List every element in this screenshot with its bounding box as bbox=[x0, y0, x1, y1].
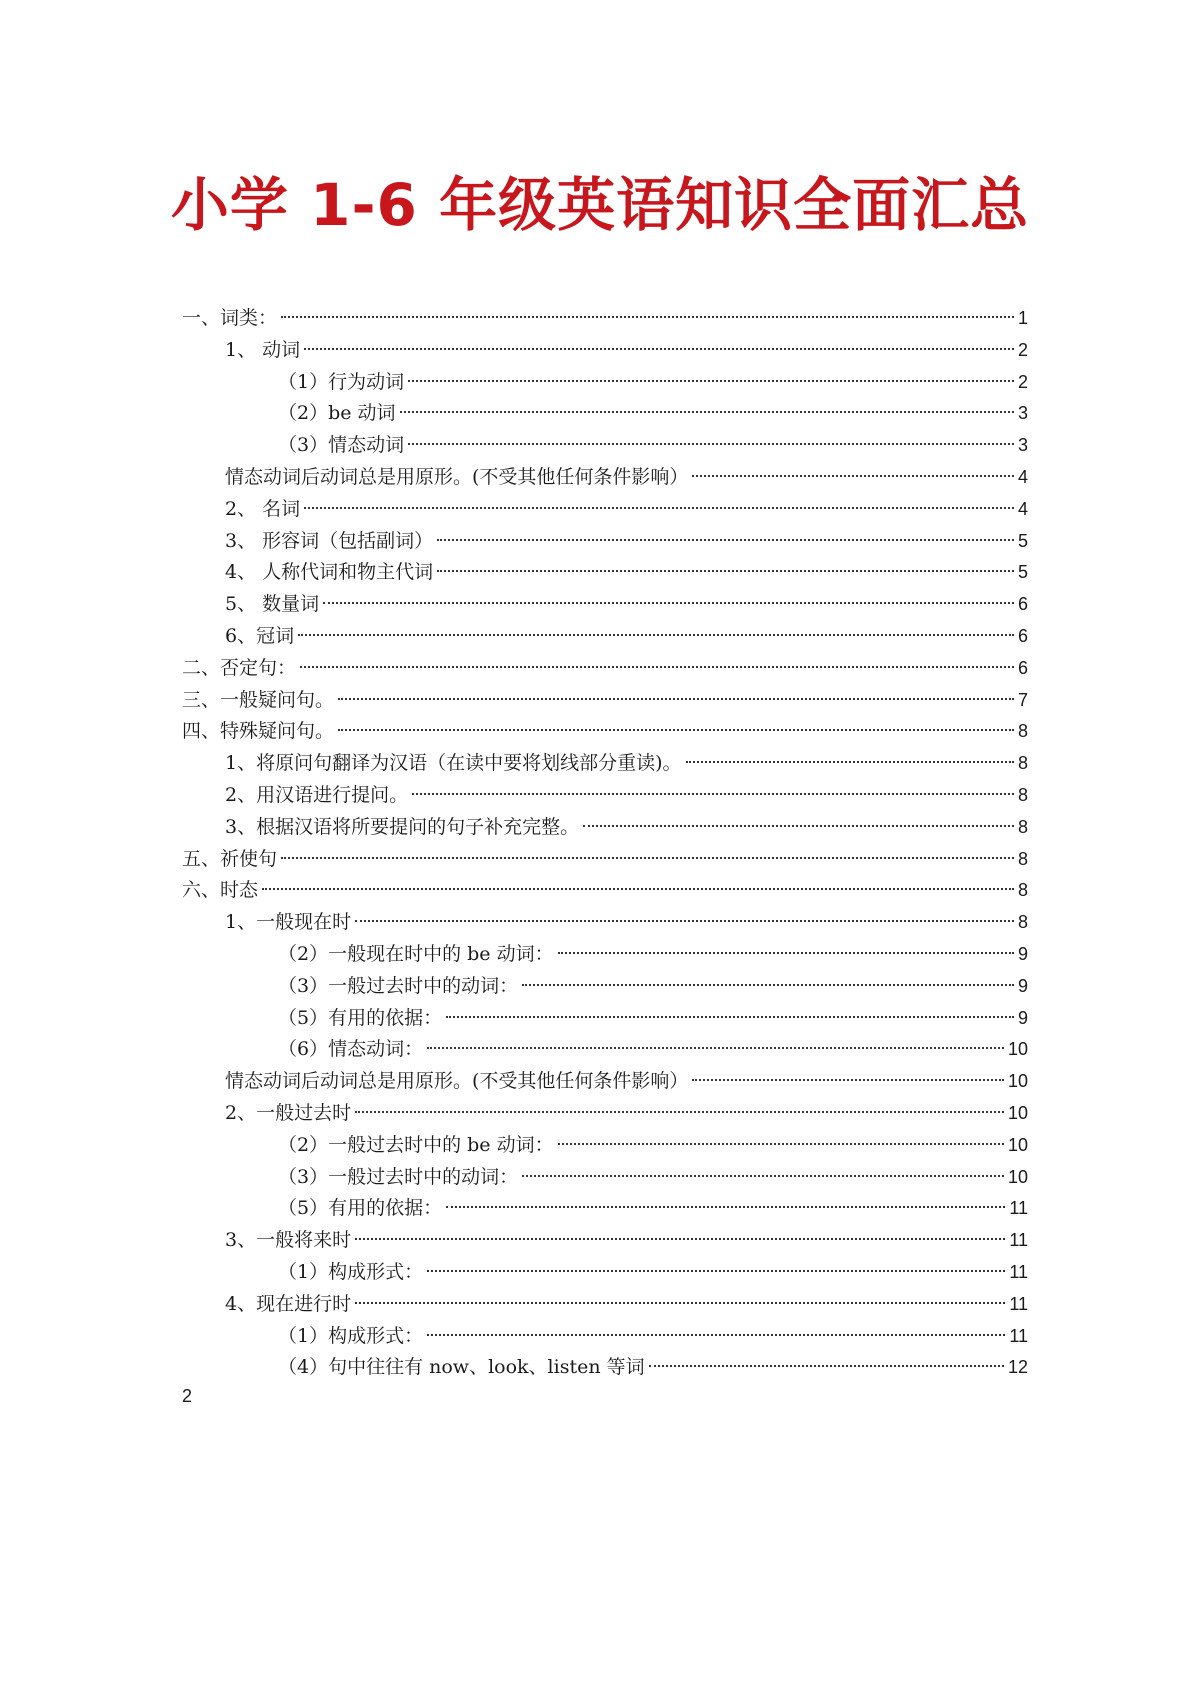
toc-dot-leader bbox=[446, 1206, 1005, 1208]
toc-dot-leader bbox=[338, 729, 1014, 731]
toc-entry[interactable] bbox=[182, 716, 1028, 748]
toc-entry-label: （6）情态动词： bbox=[278, 1038, 424, 1061]
toc-dot-leader bbox=[304, 507, 1014, 509]
toc-entry-label: （4）句中往往有 now、look、listen 等词 bbox=[278, 1356, 645, 1379]
toc-dot-leader bbox=[400, 411, 1014, 413]
toc-entry[interactable] bbox=[182, 1289, 1028, 1321]
toc-entry-label: 5、 数量词 bbox=[225, 593, 320, 616]
toc-dot-leader bbox=[408, 443, 1014, 445]
toc-entry[interactable] bbox=[182, 1162, 1028, 1194]
toc-entry-label: 1、将原问句翻译为汉语（在读中要将划线部分重读)。 bbox=[225, 752, 682, 775]
toc-dot-leader bbox=[298, 634, 1014, 636]
toc-dot-leader bbox=[355, 1238, 1005, 1240]
toc-entry[interactable] bbox=[182, 1003, 1028, 1035]
toc-dot-leader bbox=[437, 570, 1014, 572]
toc-dot-leader bbox=[281, 316, 1014, 318]
toc-dot-leader bbox=[427, 1047, 1004, 1049]
toc-entry-page: 10 bbox=[1007, 1071, 1028, 1092]
toc-entry-page: 8 bbox=[1017, 848, 1028, 869]
toc-entry-page: 2 bbox=[1017, 371, 1028, 392]
toc-entry[interactable] bbox=[182, 1257, 1028, 1289]
toc-dot-leader bbox=[437, 539, 1014, 541]
toc-entry[interactable] bbox=[182, 335, 1028, 367]
toc-entry-label: 1、 动词 bbox=[225, 338, 301, 361]
toc-entry-label: 情态动词后动词总是用原形。(不受其他任何条件影响） bbox=[225, 465, 689, 488]
toc-entry-page: 6 bbox=[1017, 594, 1028, 615]
toc-entry-label: （2）be 动词 bbox=[278, 402, 396, 425]
toc-entry-page: 8 bbox=[1017, 816, 1028, 837]
toc-entry-page: 9 bbox=[1017, 1007, 1028, 1028]
toc-entry[interactable] bbox=[182, 621, 1028, 653]
toc-dot-leader bbox=[558, 1143, 1004, 1145]
toc-entry[interactable] bbox=[182, 844, 1028, 876]
toc-entry-label: 3、一般将来时 bbox=[225, 1229, 352, 1252]
toc-entry[interactable] bbox=[182, 1352, 1028, 1384]
toc-entry-label: （5）有用的依据： bbox=[278, 1197, 443, 1220]
toc-entry-page: 12 bbox=[1007, 1357, 1028, 1378]
page-title: 小学 1-6 年级英语知识全面汇总 bbox=[170, 171, 1030, 239]
toc-entry-label: 2、用汉语进行提问。 bbox=[225, 783, 409, 806]
toc-entry-label: （3）情态动词 bbox=[278, 434, 405, 457]
toc-entry-label: （2）一般现在时中的 be 动词： bbox=[278, 942, 554, 965]
toc-dot-leader bbox=[355, 920, 1014, 922]
toc-dot-leader bbox=[692, 1079, 1004, 1081]
toc-dot-leader bbox=[412, 793, 1014, 795]
toc-entry[interactable] bbox=[182, 303, 1028, 335]
toc-entry[interactable] bbox=[182, 526, 1028, 558]
toc-entry[interactable] bbox=[182, 1193, 1028, 1225]
toc-entry[interactable] bbox=[182, 430, 1028, 462]
toc-dot-leader bbox=[355, 1111, 1004, 1113]
toc-entry-page: 8 bbox=[1017, 880, 1028, 901]
toc-entry[interactable] bbox=[182, 557, 1028, 589]
toc-dot-leader bbox=[355, 1302, 1005, 1304]
toc-entry-label: 五、祈使句 bbox=[182, 847, 278, 870]
toc-dot-leader bbox=[522, 1175, 1004, 1177]
toc-entry-page: 3 bbox=[1017, 403, 1028, 424]
toc-entry-page: 11 bbox=[1009, 1325, 1028, 1346]
toc-entry-page: 5 bbox=[1017, 530, 1028, 551]
page-number: 2 bbox=[182, 1386, 193, 1406]
toc-entry-page: 6 bbox=[1017, 625, 1028, 646]
toc-entry-label: 六、时态 bbox=[182, 879, 259, 902]
toc-dot-leader bbox=[427, 1270, 1005, 1272]
toc-entry-label: 6、冠词 bbox=[225, 624, 295, 647]
toc-entry[interactable] bbox=[182, 494, 1028, 526]
toc-entry-label: 2、 名词 bbox=[225, 497, 301, 520]
toc-entry-page: 10 bbox=[1007, 1102, 1028, 1123]
toc-entry[interactable] bbox=[182, 1034, 1028, 1066]
toc-entry-page: 5 bbox=[1017, 562, 1028, 583]
toc-entry-page: 4 bbox=[1017, 466, 1028, 487]
toc-entry[interactable] bbox=[182, 1321, 1028, 1353]
toc-entry-label: 四、特殊疑问句。 bbox=[182, 720, 335, 743]
toc-dot-leader bbox=[281, 857, 1014, 859]
toc-entry-page: 3 bbox=[1017, 435, 1028, 456]
toc-entry[interactable] bbox=[182, 748, 1028, 780]
toc-dot-leader bbox=[583, 825, 1014, 827]
toc-entry[interactable] bbox=[182, 780, 1028, 812]
toc-entry-page: 4 bbox=[1017, 498, 1028, 519]
toc-dot-leader bbox=[304, 348, 1014, 350]
toc-entry[interactable] bbox=[182, 1130, 1028, 1162]
toc-entry-label: 二、否定句： bbox=[182, 656, 297, 679]
toc-entry[interactable] bbox=[182, 367, 1028, 399]
toc-entry-page: 11 bbox=[1009, 1198, 1028, 1219]
toc-entry[interactable] bbox=[182, 971, 1028, 1003]
toc-entry-page: 11 bbox=[1009, 1293, 1028, 1314]
toc-entry[interactable] bbox=[182, 1066, 1028, 1098]
toc-entry-label: （1）行为动词 bbox=[278, 370, 405, 393]
toc-entry-page: 1 bbox=[1017, 308, 1028, 328]
toc-entry[interactable] bbox=[182, 589, 1028, 621]
toc-entry-label: 一、词类： bbox=[182, 307, 278, 329]
toc-dot-leader bbox=[558, 952, 1014, 954]
toc-dot-leader bbox=[692, 475, 1014, 477]
toc-dot-leader bbox=[323, 602, 1014, 604]
toc-entry[interactable] bbox=[182, 939, 1028, 971]
toc-entry[interactable] bbox=[182, 462, 1028, 494]
toc-entry-label: （5）有用的依据： bbox=[278, 1006, 443, 1029]
toc-dot-leader bbox=[446, 1016, 1014, 1018]
toc-entry-page: 6 bbox=[1017, 657, 1028, 678]
toc-entry[interactable] bbox=[182, 907, 1028, 939]
toc-entry-label: （3）一般过去时中的动词： bbox=[278, 974, 519, 997]
toc-entry-page: 2 bbox=[1017, 339, 1028, 360]
toc-entry-label: 2、一般过去时 bbox=[225, 1101, 352, 1124]
toc-entry-label: 3、根据汉语将所要提问的句子补充完整。 bbox=[225, 815, 580, 838]
toc-dot-leader bbox=[522, 984, 1014, 986]
toc-entry-page: 8 bbox=[1017, 753, 1028, 774]
toc-entry-label: （3）一般过去时中的动词： bbox=[278, 1165, 519, 1188]
toc-entry[interactable] bbox=[182, 398, 1028, 430]
table-of-contents bbox=[182, 303, 1028, 1384]
toc-entry[interactable] bbox=[182, 1225, 1028, 1257]
toc-entry-label: 情态动词后动词总是用原形。(不受其他任何条件影响） bbox=[225, 1070, 689, 1093]
toc-entry-label: 1、一般现在时 bbox=[225, 911, 352, 934]
toc-entry-label: 4、现在进行时 bbox=[225, 1292, 352, 1315]
toc-entry-label: （2）一般过去时中的 be 动词： bbox=[278, 1133, 554, 1156]
toc-entry-page: 8 bbox=[1017, 721, 1028, 742]
toc-entry[interactable] bbox=[182, 685, 1028, 717]
toc-dot-leader bbox=[427, 1334, 1005, 1336]
toc-entry-page: 9 bbox=[1017, 975, 1028, 996]
toc-entry-page: 11 bbox=[1009, 1261, 1028, 1282]
toc-entry-label: 3、 形容词（包括副词） bbox=[225, 529, 434, 552]
toc-entry[interactable] bbox=[182, 653, 1028, 685]
toc-entry-page: 10 bbox=[1007, 1166, 1028, 1187]
toc-dot-leader bbox=[338, 698, 1014, 700]
toc-entry-page: 11 bbox=[1009, 1230, 1028, 1251]
toc-entry-label: （1）构成形式： bbox=[278, 1324, 424, 1347]
toc-entry-page: 10 bbox=[1007, 1039, 1028, 1060]
toc-entry-label: （1）构成形式： bbox=[278, 1260, 424, 1283]
toc-entry-label: 4、 人称代词和物主代词 bbox=[225, 561, 434, 584]
toc-entry[interactable] bbox=[182, 1098, 1028, 1130]
toc-entry[interactable] bbox=[182, 812, 1028, 844]
toc-dot-leader bbox=[408, 380, 1014, 382]
toc-dot-leader bbox=[300, 666, 1014, 668]
toc-entry-page: 10 bbox=[1007, 1134, 1028, 1155]
toc-dot-leader bbox=[649, 1365, 1004, 1367]
toc-entry-page: 8 bbox=[1017, 912, 1028, 933]
toc-entry-page: 7 bbox=[1017, 689, 1028, 710]
toc-dot-leader bbox=[262, 888, 1014, 890]
toc-entry-label: 三、一般疑问句。 bbox=[182, 688, 335, 711]
toc-entry-page: 9 bbox=[1017, 943, 1028, 964]
toc-entry-page: 8 bbox=[1017, 784, 1028, 805]
toc-entry[interactable] bbox=[182, 875, 1028, 907]
toc-dot-leader bbox=[686, 761, 1014, 763]
